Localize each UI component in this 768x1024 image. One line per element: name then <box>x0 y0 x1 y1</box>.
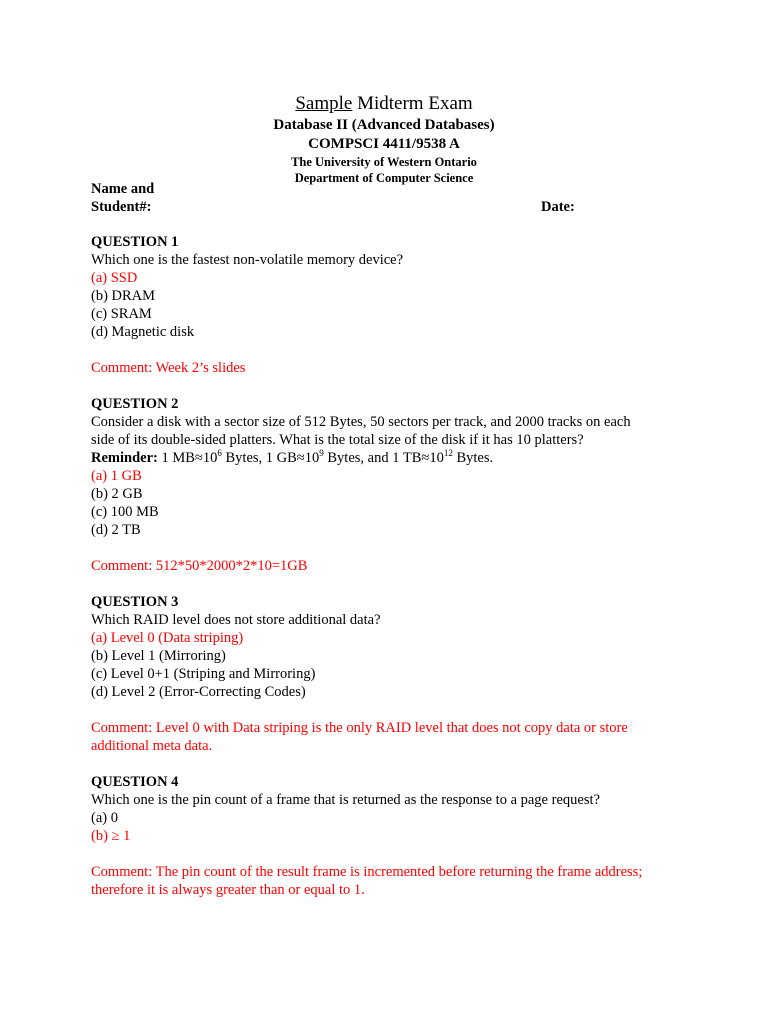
option: (c) 100 MB <box>91 504 159 520</box>
exponent: 9 <box>319 448 324 459</box>
question-4 <box>91 773 691 899</box>
department-name: Department of Computer Science <box>294 171 474 185</box>
reminder-part: Bytes, and 1 TB≈10 <box>323 450 444 466</box>
course-code: COMPSCI 4411/9538 A <box>308 136 460 152</box>
name-label-line-2: Student#: <box>91 199 152 215</box>
option: (b) DRAM <box>91 288 156 304</box>
exponent: 6 <box>217 448 222 459</box>
question-2 <box>91 395 691 593</box>
reminder-line <box>91 449 691 467</box>
name-student-label <box>91 180 154 216</box>
question-comment-line-1: Comment: Level 0 with Data striping is the only RAID level that does not copy data or store <box>91 720 628 736</box>
title-underlined-word: Sample <box>295 93 353 114</box>
question-comment-line-2: therefore it is always greater than or equal to 1. <box>91 882 365 898</box>
name-label-line-1: Name and <box>91 181 155 197</box>
option: (a) 0 <box>91 810 118 826</box>
questions-section <box>91 233 691 899</box>
question-heading: QUESTION 4 <box>91 774 179 790</box>
option-correct: (a) SSD <box>91 270 138 286</box>
university-name: The University of Western Ontario <box>291 155 477 169</box>
exam-title <box>0 92 768 116</box>
option: (d) 2 TB <box>91 522 141 538</box>
option: (d) Magnetic disk <box>91 324 195 340</box>
question-heading: QUESTION 2 <box>91 396 179 412</box>
option: (b) 2 GB <box>91 486 143 502</box>
option-correct: (b) ≥ 1 <box>91 828 131 844</box>
question-heading: QUESTION 1 <box>91 234 179 250</box>
option: (b) Level 1 (Mirroring) <box>91 648 226 664</box>
reminder-part: 1 MB≈10 <box>157 450 218 466</box>
option: (d) Level 2 (Error-Correcting Codes) <box>91 684 306 700</box>
option: (c) Level 0+1 (Striping and Mirroring) <box>91 666 316 682</box>
question-text: Which RAID level does not store additional data? <box>91 612 381 628</box>
question-1 <box>91 233 691 395</box>
question-comment-line-2: additional meta data. <box>91 738 213 754</box>
question-heading: QUESTION 3 <box>91 594 179 610</box>
option: (c) SRAM <box>91 306 152 322</box>
question-3 <box>91 593 691 773</box>
question-text-line-2: side of its double-sided platters. What is the total size of the disk if it has 10 platters? <box>91 432 584 448</box>
question-comment: Comment: 512*50*2000*2*10=1GB <box>91 558 308 574</box>
reminder-part: Bytes. <box>452 450 494 466</box>
option-correct: (a) 1 GB <box>91 468 142 484</box>
question-comment-line-1: Comment: The pin count of the result frame is incremented before returning the frame address; <box>91 864 643 880</box>
question-text: Which one is the pin count of a frame that is returned as the response to a page request? <box>91 792 600 808</box>
reminder-part: Bytes, 1 GB≈10 <box>221 450 320 466</box>
exponent: 12 <box>443 448 453 459</box>
course-name: Database II (Advanced Databases) <box>273 117 495 133</box>
question-text-line-1: Consider a disk with a sector size of 512 Bytes, 50 sectors per track, and 2000 tracks on each <box>91 414 631 430</box>
question-comment: Comment: Week 2’s slides <box>91 360 246 376</box>
option-correct: (a) Level 0 (Data striping) <box>91 630 244 646</box>
question-text: Which one is the fastest non-volatile memory device? <box>91 252 404 268</box>
reminder-label: Reminder: <box>91 450 158 466</box>
exam-header <box>0 92 768 186</box>
date-label: Date: <box>541 199 575 215</box>
title-rest: Midterm Exam <box>352 93 473 114</box>
